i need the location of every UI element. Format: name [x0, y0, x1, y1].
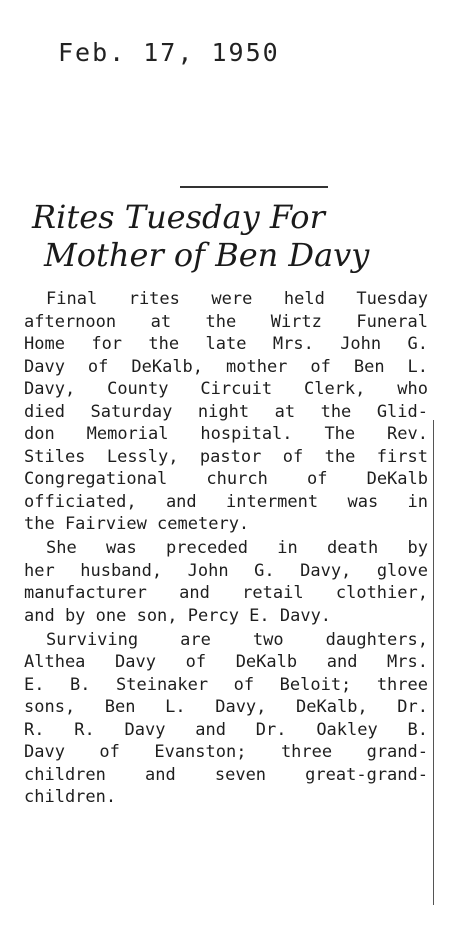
article-line: E. B. Steinaker of Beloit; three: [24, 674, 428, 695]
article-line: manufacturer and retail clothier,: [24, 583, 428, 603]
article-line: Surviving are two daughters,: [46, 629, 428, 650]
article-line: Congregational church of DeKalb: [24, 469, 428, 489]
article-paragraph: [24, 288, 428, 536]
article-line: Davy of DeKalb, mother of Ben L.: [24, 356, 428, 377]
article-line: afternoon at the Wirtz Funeral: [24, 311, 428, 332]
article-line: Davy of Evanston; three grand-: [24, 742, 428, 762]
article-line: officiated, and interment was in: [24, 491, 428, 512]
article-line: R. R. Davy and Dr. Oakley B.: [24, 719, 428, 740]
column-rule: [433, 420, 434, 905]
article-line: Home for the late Mrs. John G.: [24, 334, 428, 354]
article-line: Davy, County Circuit Clerk, who: [24, 379, 428, 399]
clipping-date: Feb. 17, 1950: [58, 38, 280, 67]
article-line: and by one son, Percy E. Davy.: [24, 605, 332, 626]
article-paragraph: [24, 629, 428, 809]
article-line: She was preceded in death by: [46, 538, 428, 558]
article-line: sons, Ben L. Davy, DeKalb, Dr.: [24, 697, 428, 717]
article-line: don Memorial hospital. The Rev.: [24, 424, 428, 444]
headline: [26, 198, 446, 274]
headline-line-2: Mother of Ben Davy: [44, 236, 370, 274]
headline-rule: [180, 186, 328, 188]
headline-line-1: Rites Tuesday For: [32, 198, 325, 236]
article-line: her husband, John G. Davy, glove: [24, 560, 428, 581]
article-line: children.: [24, 787, 117, 807]
article-line: Final rites were held Tuesday: [46, 289, 428, 309]
article-line: children and seven great-grand-: [24, 764, 428, 785]
article-line: died Saturday night at the Glid-: [24, 401, 428, 422]
article-paragraph: [24, 537, 428, 627]
article-line: Stiles Lessly, pastor of the first: [24, 446, 428, 467]
article-line: Althea Davy of DeKalb and Mrs.: [24, 652, 428, 672]
article-body: [24, 288, 428, 810]
article-line: the Fairview cemetery.: [24, 514, 250, 534]
